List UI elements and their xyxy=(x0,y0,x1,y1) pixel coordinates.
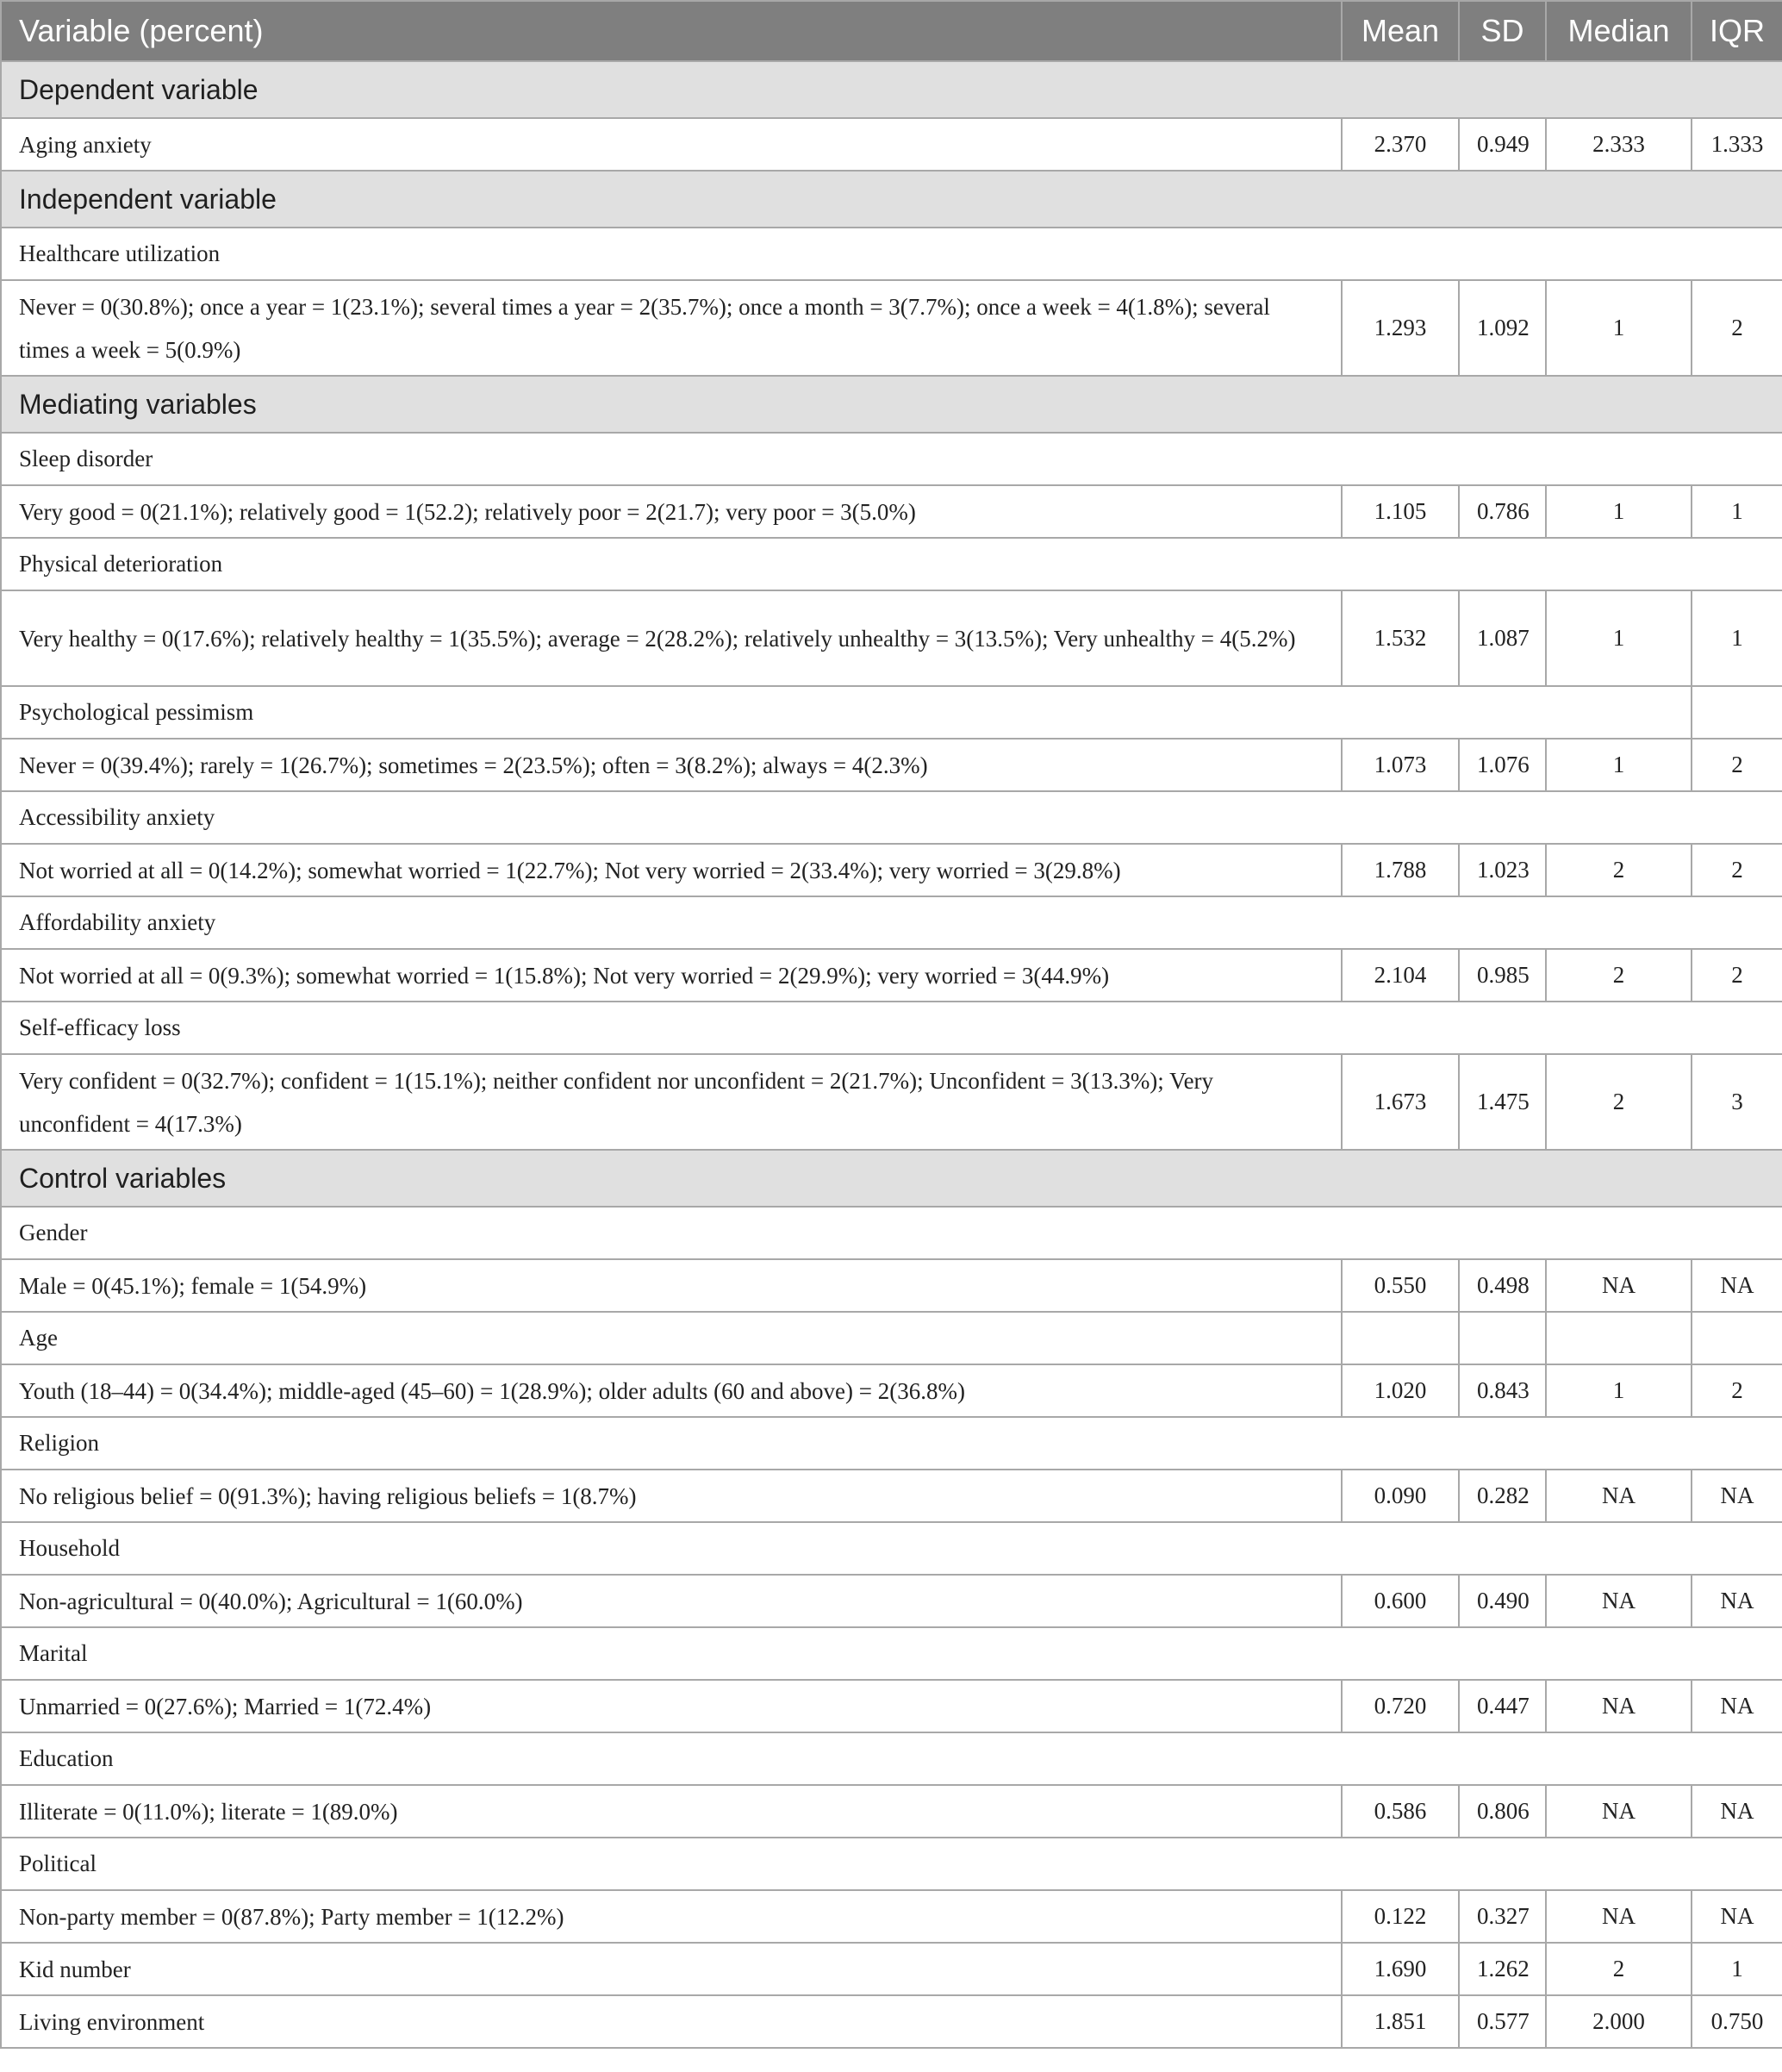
iqr-value: 2 xyxy=(1692,280,1782,376)
table-row xyxy=(1,1995,1782,2048)
iqr-value: NA xyxy=(1692,1680,1782,1732)
variable-group-row xyxy=(1,1838,1782,1890)
variable-group-label: Religion xyxy=(1,1417,1782,1470)
variable-group-row xyxy=(1,228,1782,280)
empty-cell xyxy=(1546,1312,1692,1364)
variable-group-label: Education xyxy=(1,1732,1782,1785)
table-row xyxy=(1,118,1782,171)
iqr-value: 1 xyxy=(1692,1943,1782,1995)
sd-value: 0.577 xyxy=(1459,1995,1546,2048)
table-row xyxy=(1,1470,1782,1522)
sd-value: 0.447 xyxy=(1459,1680,1546,1732)
section-label: Dependent variable xyxy=(1,61,1782,118)
table-row xyxy=(1,844,1782,896)
median-value: 2.333 xyxy=(1546,118,1692,171)
variable-group-row xyxy=(1,791,1782,844)
sd-value: 0.282 xyxy=(1459,1470,1546,1522)
table-body xyxy=(1,61,1782,2048)
sd-value: 1.023 xyxy=(1459,844,1546,896)
median-value: NA xyxy=(1546,1785,1692,1838)
variable-group-label: Marital xyxy=(1,1627,1782,1680)
sd-value: 1.076 xyxy=(1459,739,1546,791)
table-row xyxy=(1,1943,1782,1995)
mean-value: 2.104 xyxy=(1342,949,1459,1002)
iqr-value: 2 xyxy=(1692,844,1782,896)
variable-description: No religious belief = 0(91.3%); having religious beliefs = 1(8.7%) xyxy=(1,1470,1342,1522)
section-label: Mediating variables xyxy=(1,376,1782,433)
iqr-value: 1 xyxy=(1692,590,1782,686)
median-value: 1 xyxy=(1546,280,1692,376)
header-variable: Variable (percent) xyxy=(1,1,1342,61)
mean-value: 1.073 xyxy=(1342,739,1459,791)
mean-value: 1.293 xyxy=(1342,280,1459,376)
variable-description: Kid number xyxy=(1,1943,1342,1995)
mean-value: 1.851 xyxy=(1342,1995,1459,2048)
sd-value: 1.087 xyxy=(1459,590,1546,686)
sd-value: 0.806 xyxy=(1459,1785,1546,1838)
table-row xyxy=(1,485,1782,538)
median-value: 2 xyxy=(1546,949,1692,1002)
iqr-value: 0.750 xyxy=(1692,1995,1782,2048)
variable-group-row xyxy=(1,1627,1782,1680)
variable-description: Very healthy = 0(17.6%); relatively healthy = 1(35.5%); average = 2(28.2%); relatively unhealthy = 3(13.5%); Very unhealthy = 4(5.2%) xyxy=(1,590,1342,686)
iqr-value: 3 xyxy=(1692,1054,1782,1150)
median-value: NA xyxy=(1546,1680,1692,1732)
variable-description: Illiterate = 0(11.0%); literate = 1(89.0%) xyxy=(1,1785,1342,1838)
variable-description: Unmarried = 0(27.6%); Married = 1(72.4%) xyxy=(1,1680,1342,1732)
sd-value: 0.490 xyxy=(1459,1575,1546,1627)
variable-description: Never = 0(30.8%); once a year = 1(23.1%); several times a year = 2(35.7%); once a month = 3(7.7%); once a week = 4(1.8%); several times a week = 5(0.9%) xyxy=(1,280,1342,376)
table-row xyxy=(1,1364,1782,1417)
sd-value: 0.786 xyxy=(1459,485,1546,538)
table-row xyxy=(1,1785,1782,1838)
variable-description: Very confident = 0(32.7%); confident = 1(15.1%); neither confident nor unconfident = 2(21.7%); Unconfident = 3(13.3%); Very unconfident = 4(17.3%) xyxy=(1,1054,1342,1150)
mean-value: 2.370 xyxy=(1342,118,1459,171)
variable-description: Non-agricultural = 0(40.0%); Agricultural = 1(60.0%) xyxy=(1,1575,1342,1627)
median-value: NA xyxy=(1546,1575,1692,1627)
mean-value: 0.586 xyxy=(1342,1785,1459,1838)
iqr-value: 2 xyxy=(1692,1364,1782,1417)
median-value: 2 xyxy=(1546,1054,1692,1150)
median-value: NA xyxy=(1546,1470,1692,1522)
variable-group-row xyxy=(1,1522,1782,1575)
variable-description: Very good = 0(21.1%); relatively good = 1(52.2); relatively poor = 2(21.7); very poor = 3(5.0%) xyxy=(1,485,1342,538)
table-row xyxy=(1,1259,1782,1312)
table-row xyxy=(1,739,1782,791)
iqr-value: 2 xyxy=(1692,949,1782,1002)
section-header-row xyxy=(1,376,1782,433)
header-sd: SD xyxy=(1459,1,1546,61)
median-value: 1 xyxy=(1546,590,1692,686)
variable-group-label: Psychological pessimism xyxy=(1,686,1692,739)
variable-group-row xyxy=(1,1002,1782,1054)
variable-group-label: Political xyxy=(1,1838,1782,1890)
empty-cell xyxy=(1342,1312,1459,1364)
variable-group-row xyxy=(1,1732,1782,1785)
section-header-row xyxy=(1,61,1782,118)
table-row xyxy=(1,1054,1782,1150)
median-value: NA xyxy=(1546,1259,1692,1312)
mean-value: 0.600 xyxy=(1342,1575,1459,1627)
variable-group-row xyxy=(1,1312,1782,1364)
section-label: Control variables xyxy=(1,1150,1782,1207)
sd-value: 0.949 xyxy=(1459,118,1546,171)
median-value: 1 xyxy=(1546,485,1692,538)
sd-value: 0.498 xyxy=(1459,1259,1546,1312)
table-row xyxy=(1,1680,1782,1732)
table-row xyxy=(1,1575,1782,1627)
section-header-row xyxy=(1,1150,1782,1207)
iqr-value: 1.333 xyxy=(1692,118,1782,171)
variable-group-label: Healthcare utilization xyxy=(1,228,1782,280)
sd-value: 0.985 xyxy=(1459,949,1546,1002)
variable-group-label: Affordability anxiety xyxy=(1,896,1782,949)
variable-group-label: Household xyxy=(1,1522,1782,1575)
variable-group-label: Self-efficacy loss xyxy=(1,1002,1782,1054)
empty-cell xyxy=(1692,686,1782,739)
variable-group-label: Sleep disorder xyxy=(1,433,1782,485)
header-median: Median xyxy=(1546,1,1692,61)
mean-value: 0.122 xyxy=(1342,1890,1459,1943)
mean-value: 1.788 xyxy=(1342,844,1459,896)
variable-group-row xyxy=(1,538,1782,590)
variable-group-row xyxy=(1,896,1782,949)
iqr-value: NA xyxy=(1692,1890,1782,1943)
variable-group-row xyxy=(1,686,1782,739)
variable-description: Living environment xyxy=(1,1995,1342,2048)
iqr-value: 2 xyxy=(1692,739,1782,791)
variable-description: Not worried at all = 0(9.3%); somewhat worried = 1(15.8%); Not very worried = 2(29.9%); very worried = 3(44.9%) xyxy=(1,949,1342,1002)
variable-group-label: Gender xyxy=(1,1207,1782,1259)
sd-value: 0.327 xyxy=(1459,1890,1546,1943)
variable-description: Non-party member = 0(87.8%); Party member = 1(12.2%) xyxy=(1,1890,1342,1943)
table-row xyxy=(1,1890,1782,1943)
median-value: 1 xyxy=(1546,1364,1692,1417)
sd-value: 1.475 xyxy=(1459,1054,1546,1150)
mean-value: 0.090 xyxy=(1342,1470,1459,1522)
header-row xyxy=(1,1,1782,61)
iqr-value: NA xyxy=(1692,1785,1782,1838)
header-iqr: IQR xyxy=(1692,1,1782,61)
mean-value: 0.720 xyxy=(1342,1680,1459,1732)
variable-group-label: Accessibility anxiety xyxy=(1,791,1782,844)
variable-group-label: Age xyxy=(1,1312,1342,1364)
variable-group-row xyxy=(1,433,1782,485)
median-value: 1 xyxy=(1546,739,1692,791)
variable-description: Youth (18–44) = 0(34.4%); middle-aged (45–60) = 1(28.9%); older adults (60 and above) = 2(36.8%) xyxy=(1,1364,1342,1417)
variable-group-row xyxy=(1,1417,1782,1470)
section-label: Independent variable xyxy=(1,171,1782,228)
mean-value: 1.020 xyxy=(1342,1364,1459,1417)
variable-group-label: Physical deterioration xyxy=(1,538,1782,590)
empty-cell xyxy=(1459,1312,1546,1364)
iqr-value: NA xyxy=(1692,1470,1782,1522)
mean-value: 0.550 xyxy=(1342,1259,1459,1312)
median-value: 2 xyxy=(1546,1943,1692,1995)
median-value: 2 xyxy=(1546,844,1692,896)
iqr-value: NA xyxy=(1692,1259,1782,1312)
variable-description: Aging anxiety xyxy=(1,118,1342,171)
mean-value: 1.105 xyxy=(1342,485,1459,538)
mean-value: 1.673 xyxy=(1342,1054,1459,1150)
median-value: NA xyxy=(1546,1890,1692,1943)
sd-value: 1.092 xyxy=(1459,280,1546,376)
table-row xyxy=(1,280,1782,376)
variable-description: Not worried at all = 0(14.2%); somewhat worried = 1(22.7%); Not very worried = 2(33.4%); very worried = 3(29.8%) xyxy=(1,844,1342,896)
sd-value: 1.262 xyxy=(1459,1943,1546,1995)
variable-description: Never = 0(39.4%); rarely = 1(26.7%); sometimes = 2(23.5%); often = 3(8.2%); always = 4(2.3%) xyxy=(1,739,1342,791)
section-header-row xyxy=(1,171,1782,228)
variable-group-row xyxy=(1,1207,1782,1259)
variable-description: Male = 0(45.1%); female = 1(54.9%) xyxy=(1,1259,1342,1312)
iqr-value: 1 xyxy=(1692,485,1782,538)
table-row xyxy=(1,949,1782,1002)
mean-value: 1.532 xyxy=(1342,590,1459,686)
median-value: 2.000 xyxy=(1546,1995,1692,2048)
sd-value: 0.843 xyxy=(1459,1364,1546,1417)
empty-cell xyxy=(1692,1312,1782,1364)
mean-value: 1.690 xyxy=(1342,1943,1459,1995)
iqr-value: NA xyxy=(1692,1575,1782,1627)
header-mean: Mean xyxy=(1342,1,1459,61)
table-row xyxy=(1,590,1782,686)
